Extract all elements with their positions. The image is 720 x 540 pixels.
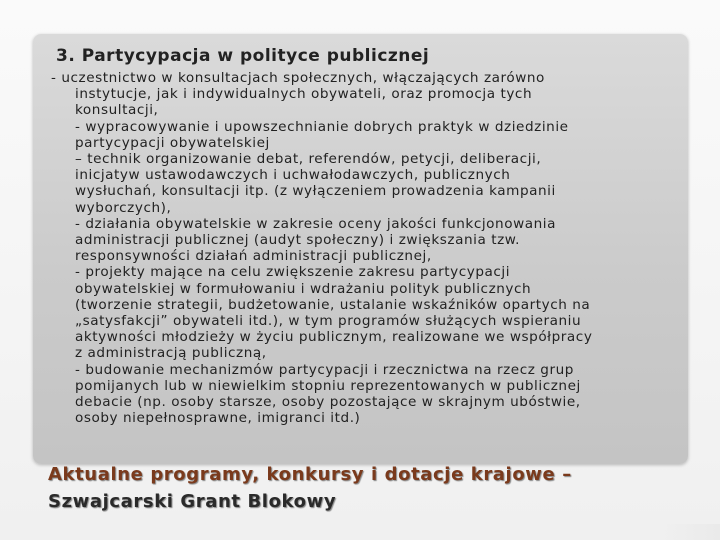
body-line: inicjatyw ustawodawczych i uchwałodawczych, publicznych (75, 167, 511, 184)
body-line: aktywności młodzieży w życiu publicznym, realizowane we współpracy (75, 329, 593, 346)
body-line: - działania obywatelskie w zakresie oceny jakości funkcjonowania (75, 215, 556, 232)
slide-body (51, 70, 691, 426)
footer-heading (48, 461, 572, 515)
body-line: „satysfakcji” obywateli itd.), w tym programów służących wspieraniu (75, 313, 582, 330)
body-line: pomijanych lub w niewielkim stopniu reprezentowanych w publicznej (75, 377, 581, 394)
body-line: - budowanie mechanizmów partycypacji i rzecznictwa na rzecz grup (75, 361, 574, 378)
footer-heading-line: Szwajcarski Grant Blokowy (48, 491, 337, 512)
body-line: instytucje, jak i indywidualnych obywateli, oraz promocja tych (75, 86, 533, 103)
body-line: partycypacji obywatelskiej (75, 134, 270, 151)
body-line: administracji publicznej (audyt społeczny) i zwiększania tzw. (75, 232, 521, 249)
body-line: wysłuchań, konsultacji itp. (z wyłączeniem prowadzenia kampanii (75, 183, 556, 200)
body-line: - wypracowywanie i upowszechnianie dobrych praktyk w dziedzinie (75, 118, 569, 135)
slide-title: 3. Partycypacja w polityce publicznej (56, 46, 430, 66)
body-line: konsultacji, (75, 102, 159, 119)
body-line: - uczestnictwo w konsultacjach społecznych, włączających zarówno (51, 70, 545, 86)
body-line: osoby niepełnosprawne, imigranci itd.) (75, 410, 361, 427)
body-line: z administracją publiczną, (75, 345, 267, 362)
body-line: (tworzenie strategii, budżetowanie, ustalanie wskaźników opartych na (75, 296, 591, 313)
body-line: debacie (np. osoby starsze, osoby pozostające w skrajnym ubóstwie, (75, 394, 581, 411)
body-line: – technik organizowanie debat, referendów, petycji, deliberacji, (75, 151, 542, 168)
body-line: - projekty mające na celu zwiększenie zakresu partycypacji (75, 264, 511, 281)
body-line: responsywności działań administracji publicznej, (75, 248, 432, 265)
corner-decoration (660, 524, 720, 540)
body-line: wyborczych), (75, 199, 172, 216)
footer-heading-line: Aktualne programy, konkursy i dotacje krajowe – (48, 464, 572, 485)
body-line: obywatelskiej w formułowaniu i wdrażaniu polityk publicznych (75, 280, 532, 297)
